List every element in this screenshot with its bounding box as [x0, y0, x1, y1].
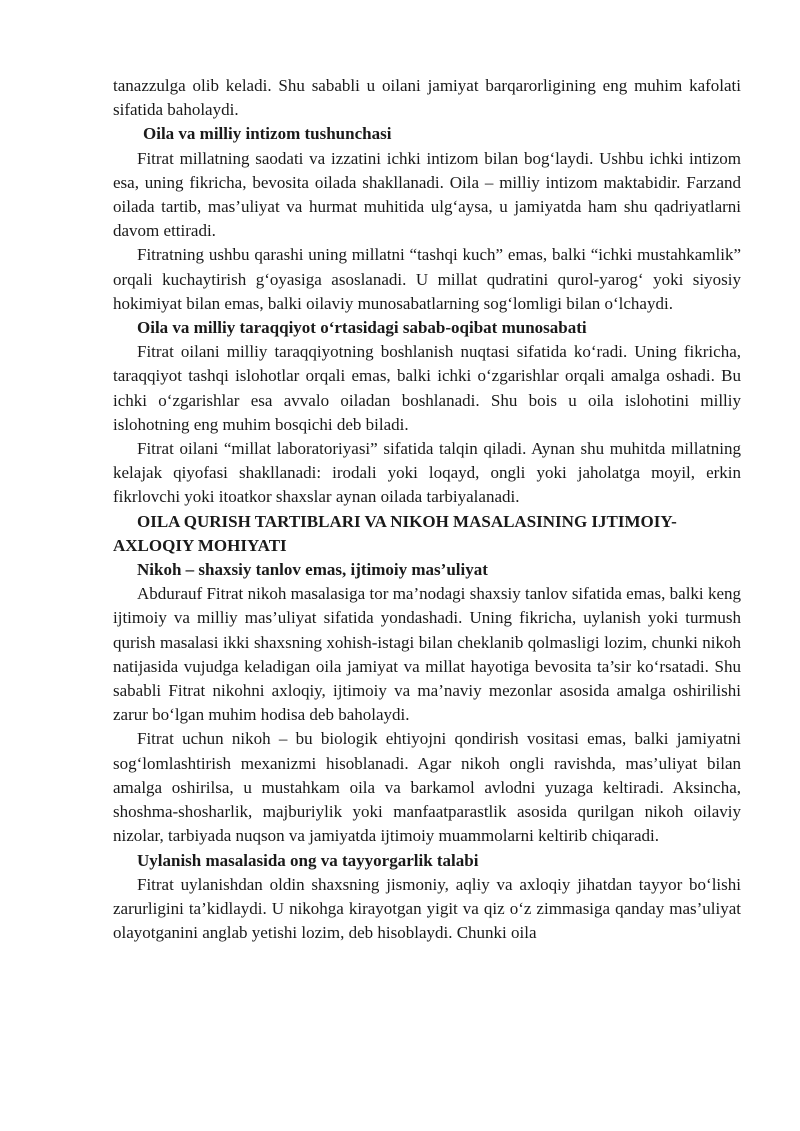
paragraph: Fitrat oilani “millat laboratoriyasi” sifatida talqin qiladi. Aynan shu muhitda millatning kelajak qiyofasi shakllanadi: irodali yoki loqayd, ongli yoki jaholatga moyil, erkin fikrlovchi yoki itoatkor shaxslar aynan oilada tarbiyalanadi.	[113, 439, 741, 507]
paragraph: Fitrat uchun nikoh – bu biologik ehtiyojni qondirish vositasi emas, balki jamiyatni sog‘lomlashtirish mexanizmi hisoblanadi. Agar nikoh ongli ravishda, mas’uliyat bilan amalga oshirilsa, u mustahkam oila va barkamol avlodni yuzaga keltiradi. Aksincha, shoshma-shosharlik, majburiylik yoki manfaatparastlik asosida qurilgan nikoh oilaviy nizolar, tarbiyada nuqson va jamiyatda ijtimoiy muammolarni keltirib chiqaradi.	[113, 729, 741, 846]
document-page	[113, 74, 741, 945]
paragraph: tanazzulga olib keladi. Shu sababli u oilani jamiyat barqarorligining eng muhim kafolati sifatida baholaydi.	[113, 76, 741, 120]
subheading: Oila va milliy intizom tushunchasi	[143, 124, 392, 144]
paragraph: Fitrat oilani milliy taraqqiyotning boshlanish nuqtasi sifatida ko‘radi. Uning fikricha, taraqqiyot tashqi islohotlar orqali emas, balki ichki o‘zgarishlar orqali amalga oshadi. Bu ichki o‘zgarishlar esa avvalo oiladan boshlanadi. Shu bois u oila islohotini milliy islohotning eng muhim bosqichi deb biladi.	[113, 342, 741, 434]
section-heading: OILA QURISH TARTIBLARI VA NIKOH MASALASINING IJTIMOIY-AXLOQIY MOHIYATI	[113, 511, 677, 555]
paragraph: Fitrat millatning saodati va izzatini ichki intizom bilan bog‘laydi. Ushbu ichki intizom esa, uning fikricha, bevosita oilada shakllanadi. Oila – milliy intizom maktabidir. Farzand oilada tartib, mas’uliyat va hurmat muhitida ulg‘aysa, u jamiyatda ham shu qadriyatlarni davom ettiradi.	[113, 148, 741, 241]
paragraph: Abdurauf Fitrat nikoh masalasiga tor ma’nodagi shaxsiy tanlov sifatida emas, balki keng ijtimoiy va milliy mas’uliyat sifatida yondashadi. Uning fikricha, uylanish yoki turmush qurish masalasi ikki shaxsning xohish-istagi bilan cheklanib qolmasligi lozim, chunki nikoh natijasida vujudga keladigan oila jamiyat va millat hayotiga bevosita ta’sir ko‘rsatadi. Shu sababli Fitrat nikohni axloqiy, ijtimoiy va ma’naviy mezonlar asosida amalga oshirilishi zarur bo‘lgan muhim hodisa deb baholaydi.	[113, 584, 741, 725]
subheading: Nikoh – shaxsiy tanlov emas, ijtimoiy mas’uliyat	[137, 560, 488, 580]
subheading: Oila va milliy taraqqiyot o‘rtasidagi sabab-oqibat munosabati	[137, 318, 587, 338]
subheading: Uylanish masalasida ong va tayyorgarlik talabi	[137, 850, 479, 870]
paragraph: Fitrat uylanishdan oldin shaxsning jismoniy, aqliy va axloqiy jihatdan tayyor bo‘lishi zarurligini ta’kidlaydi. U nikohga kirayotgan yigit va qiz o‘z zimmasiga qanday mas’uliyat olayotganini anglab yetishi lozim, deb hisoblaydi. Chunki oila	[113, 874, 741, 943]
paragraph: Fitratning ushbu qarashi uning millatni “tashqi kuch” emas, balki “ichki mustahkamlik” orqali kuchaytirish g‘oyasiga asoslanadi. U millat qudratini qurol-yarog‘ yoki siyosiy hokimiyat bilan emas, balki oilaviy munosabatlarning sog‘lomligi bilan o‘lchaydi.	[113, 245, 741, 313]
